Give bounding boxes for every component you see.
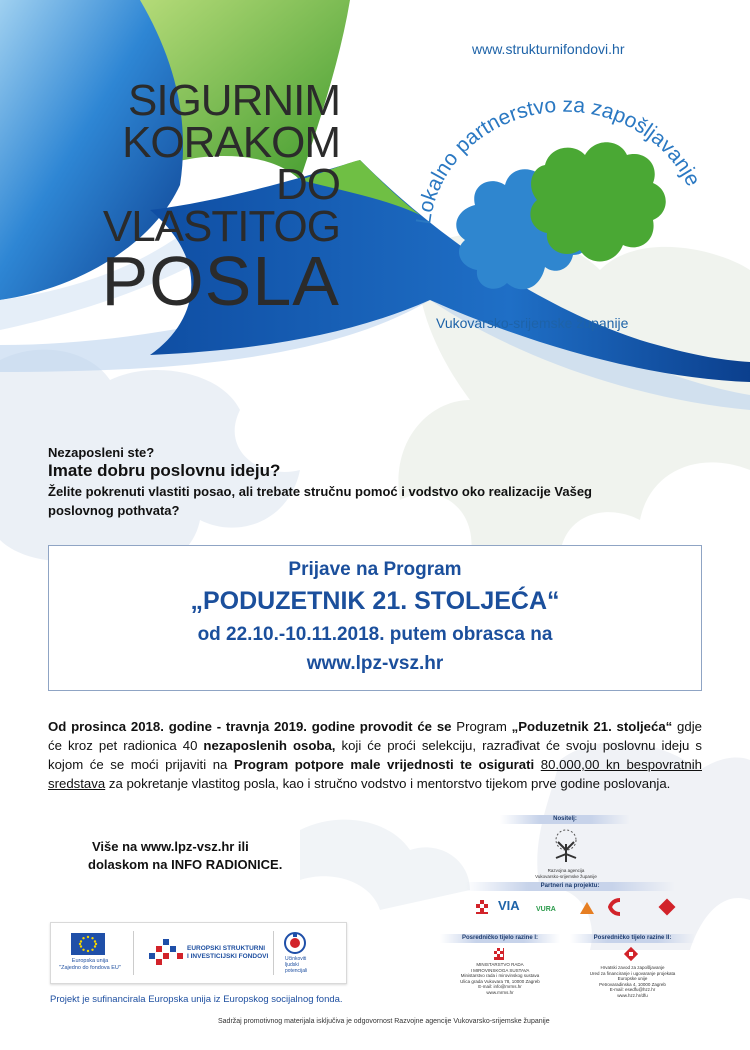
hzz-logo-icon: [623, 946, 639, 962]
partner-logo-icon: [608, 898, 630, 916]
ministry-line: Ulica grada Vukovara 78, 10000 Zagreb: [460, 978, 540, 984]
desc-underlined: 80.000,00 kn bespovratnih sredstava: [48, 757, 702, 791]
green-puzzle-icon: [530, 142, 665, 261]
program-description: [48, 717, 702, 793]
hzz-line: Petrovaradinska 4, 10000 Zagreb: [599, 981, 666, 987]
intro-question-1: Nezaposleni ste?: [48, 445, 155, 460]
headline-line: SIGURNIM: [128, 76, 340, 125]
divider: [273, 931, 274, 975]
holder-title: Nositelj:: [500, 815, 630, 824]
footer-disclaimer: Sadržaj promotivnog materijala isključiva je odgovornost Razvojne agencije Vukovarsko-srijemske županije: [218, 1018, 550, 1025]
potencijali-logo-icon: [283, 931, 307, 955]
holder-name-line: Vukovarsko-srijemske županije: [535, 873, 597, 879]
headline-line: VLASTITOG: [102, 202, 340, 251]
desc-bold: „Poduzetnik 21. stoljeća“: [511, 719, 673, 734]
ministry-line: E-mail: info@mrms.hr: [478, 984, 522, 989]
eu-logos-panel: [50, 922, 347, 984]
hzz-line: Hrvatski zavod za zapošljavanje: [600, 965, 665, 970]
desc-text: Program: [451, 719, 512, 734]
eu-label: [55, 958, 125, 972]
desc-bold: Program potpore male vrijednosti te osigurati: [233, 757, 535, 772]
desc-bold: nezaposlenih osoba,: [203, 738, 336, 753]
call-website-link[interactable]: www.lpz-vsz.hr: [306, 653, 444, 674]
eu-label-line: "Zajedno do fondova EU": [59, 965, 121, 971]
desc-text: koji će proći selekciju, razrađivat će svoju poslovnu ideju s kojom će se moći prijaviti na: [48, 738, 702, 772]
hzz-line: E-mail: esedfu@hzz.hr: [609, 987, 656, 992]
divider: [133, 931, 134, 975]
application-call-box: [48, 545, 702, 691]
esif-pixels-icon: [149, 939, 185, 965]
headline: [60, 76, 340, 320]
partners-title: Partneri na projektu:: [465, 882, 675, 891]
potencijali-label-line: potencijali: [285, 968, 308, 974]
potencijali-label-line: Učinkoviti: [285, 956, 307, 962]
vura-logo: VURA: [536, 906, 556, 913]
esif-label-line: EUROPSKI STRUKTURNI: [187, 945, 266, 952]
program-title: „PODUZETNIK 21. STOLJEĆA“: [190, 587, 560, 615]
eu-label-line: Europska unija: [71, 958, 109, 964]
ministry-line: MINISTARSTVO RADA: [476, 962, 524, 967]
more-info-line-1: Više na www.lpz-vsz.hr ili: [92, 839, 249, 854]
more-info-line-2: dolaskom na INFO RADIONICE.: [88, 857, 283, 872]
desc-text: gdje će kroz pet radionica 40: [48, 719, 702, 753]
more-info: [88, 838, 338, 874]
tree-logo-icon: [544, 828, 588, 866]
hzz-line: www.hzz.hr/dfu: [617, 992, 648, 998]
esif-label-line: I INVESTICIJSKI FONDOVI: [187, 953, 269, 960]
hzz-info: [570, 965, 695, 998]
ministry-coat-icon: [494, 948, 504, 960]
ministry-line: Ministarstvo rada i mirovinskog sustava: [460, 973, 540, 978]
partner-logos-strip: [470, 896, 680, 920]
logo-region-text: Vukovarsko-srijemske županije: [436, 315, 629, 331]
level2-title: Posredničko tijelo razine II:: [570, 934, 695, 943]
ministry-line: www.mrms.hr: [486, 989, 514, 995]
desc-bold: Od prosinca 2018. godine - travnja 2019. godine provodit će se: [48, 719, 452, 734]
intro-question-3: Želite pokrenuti vlastiti posao, ali trebate stručnu pomoć i vodstvo oko realizacije Vašeg poslovnog pothvata?: [48, 484, 592, 518]
headline-line: KORAKOM: [122, 118, 340, 167]
ministry-info: [440, 962, 560, 995]
intro-questions: [48, 445, 648, 520]
potencijali-label: [285, 956, 307, 974]
call-dates: od 22.10.-10.11.2018. putem obrasca na: [197, 624, 553, 645]
website-link[interactable]: www.strukturnifondovi.hr: [472, 41, 625, 57]
partner-logo-icon: [658, 898, 676, 916]
eu-funding-caption: Projekt je sufinancirala Europska unija iz Europskog socijalnog fonda.: [50, 994, 343, 1005]
desc-text: za pokretanje vlastitog posla, kao i stručno vodstvo i mentorstvo tijekom prve godine poslovanja.: [105, 776, 671, 791]
logo-arc-text: Lokalno partnerstvo za zapošljavanje: [412, 93, 705, 226]
croatia-coat-icon: [476, 900, 488, 914]
holder-name: [510, 868, 622, 879]
partnership-logo: [395, 55, 715, 315]
intro-question-2: Imate dobru poslovnu ideju?: [48, 461, 281, 480]
esif-label: [187, 945, 268, 961]
hzz-line: Ured za financiranje i ugovaranje projekata: [589, 970, 676, 976]
holder-name-line: Razvojna agencija: [547, 868, 585, 873]
level1-title: Posredničko tijelo razine I:: [440, 934, 560, 943]
via-logo: VIA: [498, 898, 520, 913]
partner-logo-icon: [578, 900, 596, 916]
partners-panel: [440, 810, 695, 1010]
potencijali-label-line: ljudski: [285, 962, 299, 968]
ministry-line: I MIROVINSKOGA SUSTAVA: [470, 967, 530, 973]
call-line-1: Prijave na Program: [288, 559, 462, 580]
headline-line: DO: [276, 160, 340, 209]
eu-flag-icon: [71, 933, 105, 955]
hzz-line: Europske unije: [617, 976, 648, 981]
headline-line: POSLA: [101, 242, 340, 320]
